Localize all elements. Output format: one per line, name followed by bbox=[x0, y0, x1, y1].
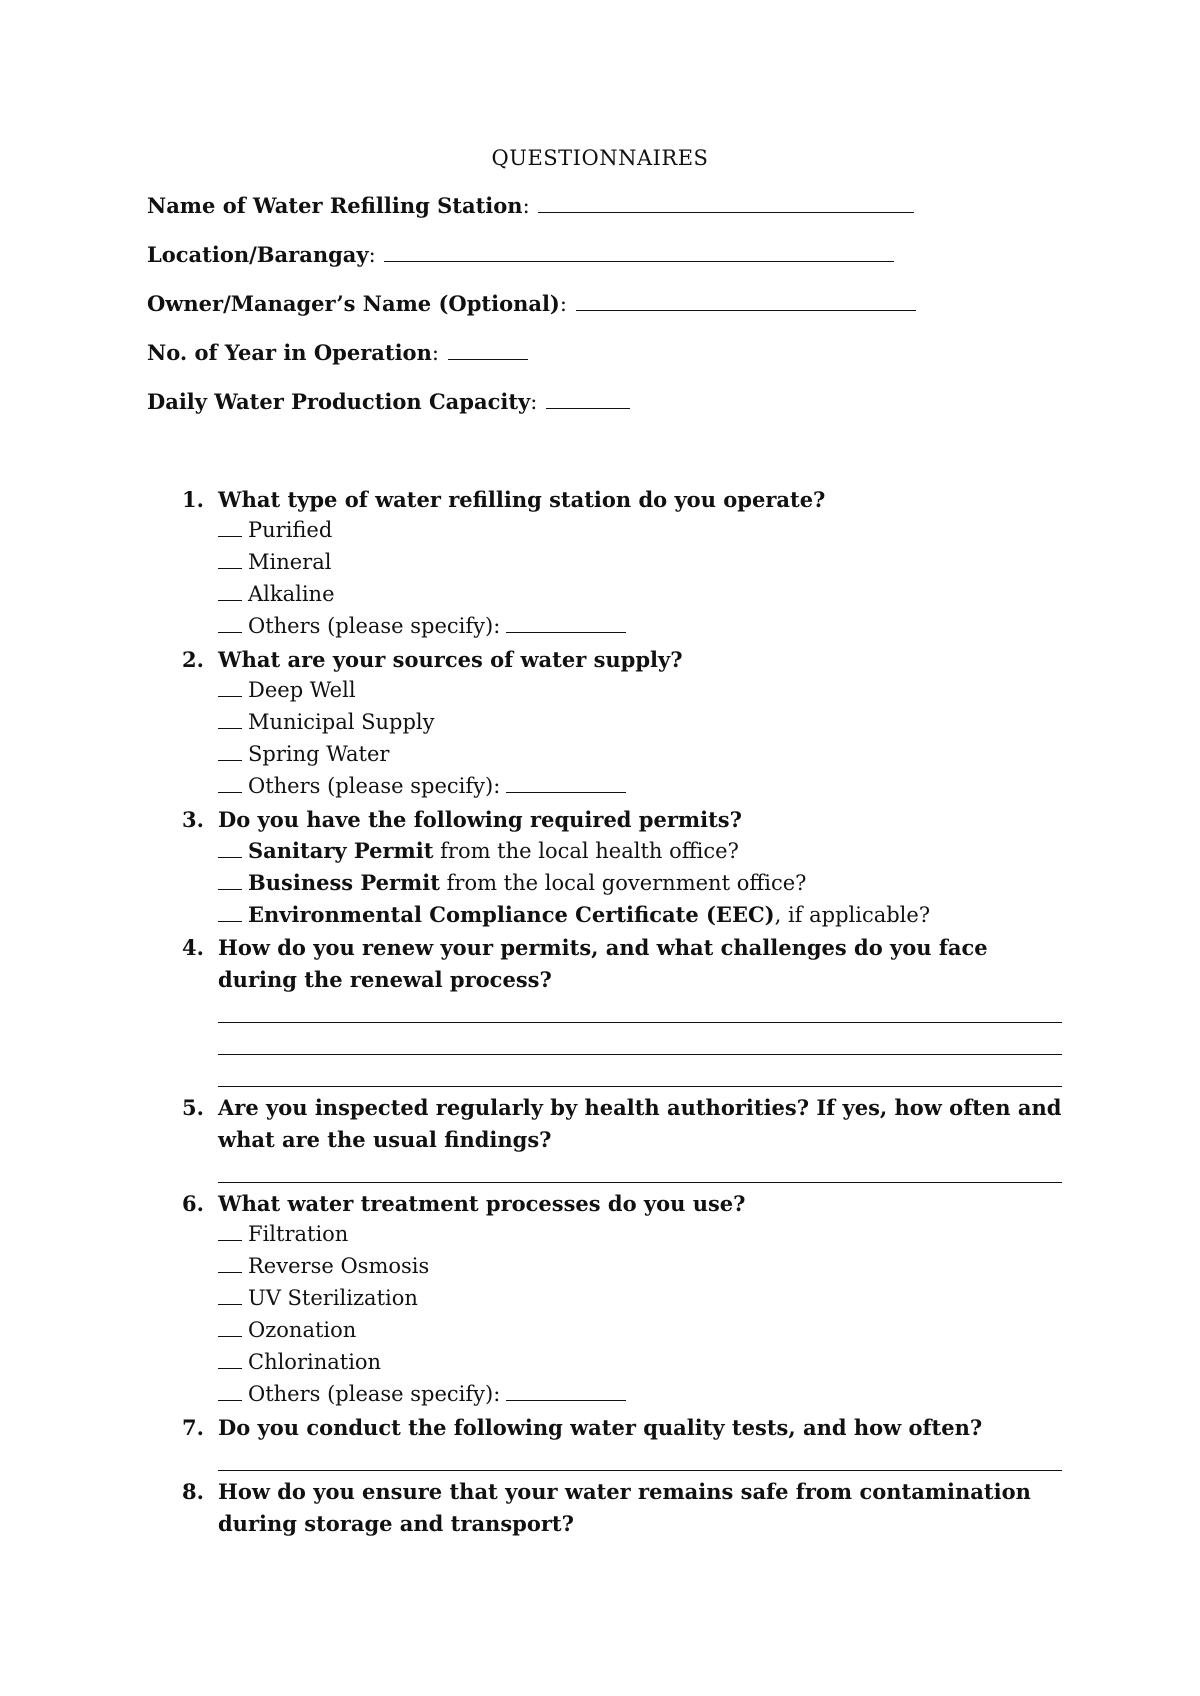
location-input-line[interactable] bbox=[384, 243, 894, 262]
question-text: What type of water refilling station do you operate? bbox=[218, 487, 826, 512]
option-item[interactable]: Others (please specify): bbox=[218, 1382, 626, 1406]
option-item[interactable]: Chlorination bbox=[218, 1350, 381, 1374]
field-label: No. of Year in Operation bbox=[147, 340, 432, 365]
answer-line[interactable] bbox=[218, 1470, 1062, 1471]
question-text: How do you renew your permits, and what challenges do you face during the renewal process? bbox=[218, 935, 988, 992]
question-number: 7. bbox=[182, 1415, 204, 1440]
answer-line[interactable] bbox=[218, 1022, 1062, 1023]
specify-input-line[interactable] bbox=[506, 614, 626, 633]
years-input-line[interactable] bbox=[448, 341, 528, 360]
owner-name-input-line[interactable] bbox=[576, 292, 916, 311]
question-number: 6. bbox=[182, 1191, 204, 1216]
question-number: 1. bbox=[182, 487, 204, 512]
option-item[interactable]: Spring Water bbox=[218, 742, 389, 766]
field-location: Location/Barangay: bbox=[147, 242, 894, 267]
question-text: Do you conduct the following water quality tests, and how often? bbox=[218, 1415, 983, 1440]
question-text: What are your sources of water supply? bbox=[218, 647, 683, 672]
capacity-input-line[interactable] bbox=[546, 390, 630, 409]
field-daily-capacity: Daily Water Production Capacity: bbox=[147, 389, 630, 414]
question-number: 2. bbox=[182, 647, 204, 672]
question-number: 4. bbox=[182, 935, 204, 960]
field-label: Location/Barangay bbox=[147, 242, 369, 267]
permit-option[interactable]: Environmental Compliance Certificate (EEC), if applicable? bbox=[218, 902, 930, 927]
question-number: 5. bbox=[182, 1095, 204, 1120]
option-item[interactable]: UV Sterilization bbox=[218, 1286, 418, 1310]
option-item[interactable]: Reverse Osmosis bbox=[218, 1254, 429, 1278]
answer-line[interactable] bbox=[218, 1182, 1062, 1183]
question-number: 3. bbox=[182, 807, 204, 832]
answer-line[interactable] bbox=[218, 1086, 1062, 1087]
field-station-name: Name of Water Refilling Station: bbox=[147, 193, 914, 218]
field-owner-name: Owner/Manager’s Name (Optional): bbox=[147, 291, 916, 316]
option-item[interactable]: Filtration bbox=[218, 1222, 348, 1246]
field-label: Daily Water Production Capacity bbox=[147, 389, 531, 414]
field-label: Name of Water Refilling Station bbox=[147, 193, 523, 218]
question-text: Are you inspected regularly by health authorities? If yes, how often and what are the usual findings? bbox=[218, 1095, 1062, 1152]
question-number: 8. bbox=[182, 1479, 204, 1504]
option-item[interactable]: Others (please specify): bbox=[218, 774, 626, 798]
answer-line[interactable] bbox=[218, 1054, 1062, 1055]
specify-input-line[interactable] bbox=[506, 774, 626, 793]
question-text: How do you ensure that your water remains safe from contamination during storage and transport? bbox=[218, 1479, 1031, 1536]
option-item[interactable]: Purified bbox=[218, 518, 332, 542]
option-item[interactable]: Municipal Supply bbox=[218, 710, 434, 734]
station-name-input-line[interactable] bbox=[538, 194, 914, 213]
option-item[interactable]: Mineral bbox=[218, 550, 331, 574]
permit-option[interactable]: Business Permit from the local government office? bbox=[218, 870, 806, 895]
question-text: Do you have the following required permits? bbox=[218, 807, 742, 832]
page-title: QUESTIONNAIRES bbox=[491, 146, 709, 170]
field-years-operation: No. of Year in Operation: bbox=[147, 340, 528, 365]
option-item[interactable]: Ozonation bbox=[218, 1318, 356, 1342]
option-item[interactable]: Deep Well bbox=[218, 678, 356, 702]
option-item[interactable]: Alkaline bbox=[218, 582, 335, 606]
option-item[interactable]: Others (please specify): bbox=[218, 614, 626, 638]
permit-option[interactable]: Sanitary Permit from the local health office? bbox=[218, 838, 739, 863]
specify-input-line[interactable] bbox=[506, 1382, 626, 1401]
question-text: What water treatment processes do you use? bbox=[218, 1191, 746, 1216]
field-label: Owner/Manager’s Name (Optional) bbox=[147, 291, 560, 316]
